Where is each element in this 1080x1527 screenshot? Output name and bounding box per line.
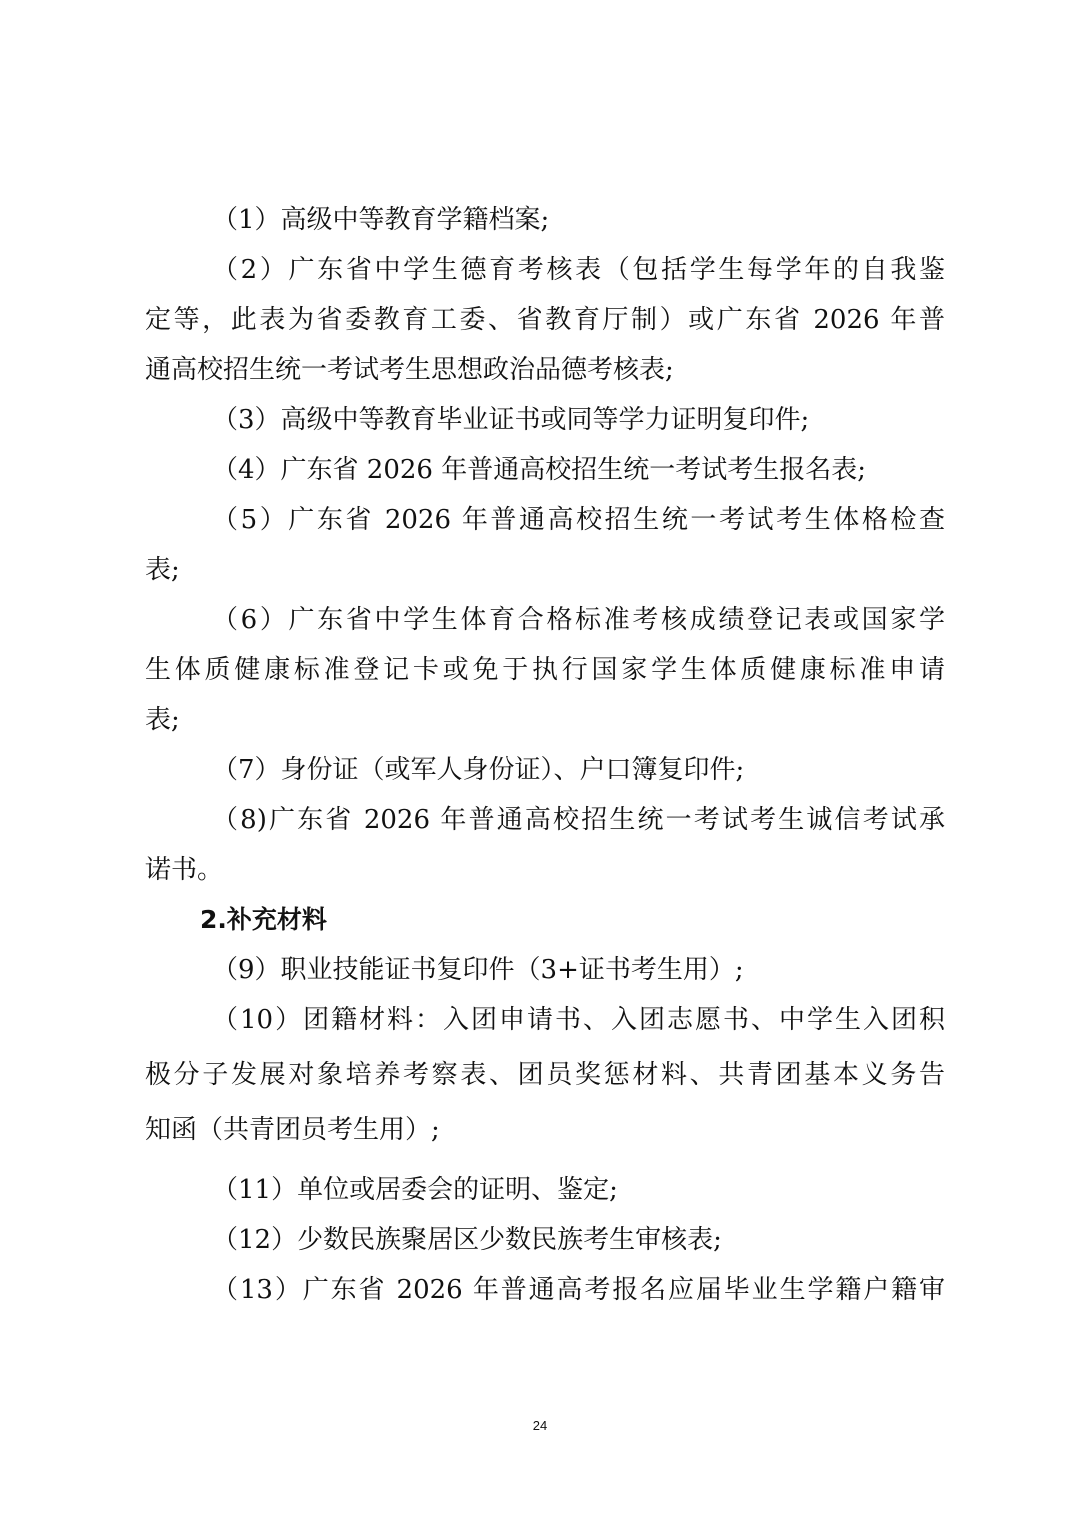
text-line: （2）广东省中学生德育考核表（包括学生每学年的自我鉴 [212,255,945,285]
text-line: 知函（共青团员考生用）; [145,1115,440,1145]
text-line: （9）职业技能证书复印件（3+证书考生用）; [212,955,744,985]
text-line: （6）广东省中学生体育合格标准考核成绩登记表或国家学 [212,605,945,635]
text-line: 定等，此表为省委教育工委、省教育厅制）或广东省 2026 年普 [145,305,945,335]
text-line: 表; [145,555,180,585]
text-line: （10）团籍材料：入团申请书、入团志愿书、中学生入团积 [212,1005,945,1035]
text-line: （8)广东省 2026 年普通高校招生统一考试考生诚信考试承 [212,805,945,835]
text-line: 表; [145,705,180,735]
text-line: 通高校招生统一考试考生思想政治品德考核表; [145,355,674,385]
text-line: （7）身份证（或军人身份证）、户口簿复印件; [212,755,745,785]
text-line: （4）广东省 2026 年普通高校招生统一考试考生报名表; [212,455,866,485]
text-line: （3）高级中等教育毕业证书或同等学力证明复印件; [212,405,810,435]
text-line: （13）广东省 2026 年普通高考报名应届毕业生学籍户籍审 [212,1275,945,1305]
text-line: （1）高级中等教育学籍档案; [212,205,550,235]
text-line: （5）广东省 2026 年普通高校招生统一考试考生体格检查 [212,505,945,535]
text-line: 极分子发展对象培养考察表、团员奖惩材料、共青团基本义务告 [145,1060,945,1090]
section-heading: 2.补充材料 [200,905,327,934]
text-line: 诺书。 [145,855,224,885]
text-line: （11）单位或居委会的证明、鉴定; [212,1175,618,1205]
text-line: 生体质健康标准登记卡或免于执行国家学生体质健康标准申请 [145,655,945,685]
page-number: 24 [532,1418,548,1433]
text-line: （12）少数民族聚居区少数民族考生审核表; [212,1225,722,1255]
